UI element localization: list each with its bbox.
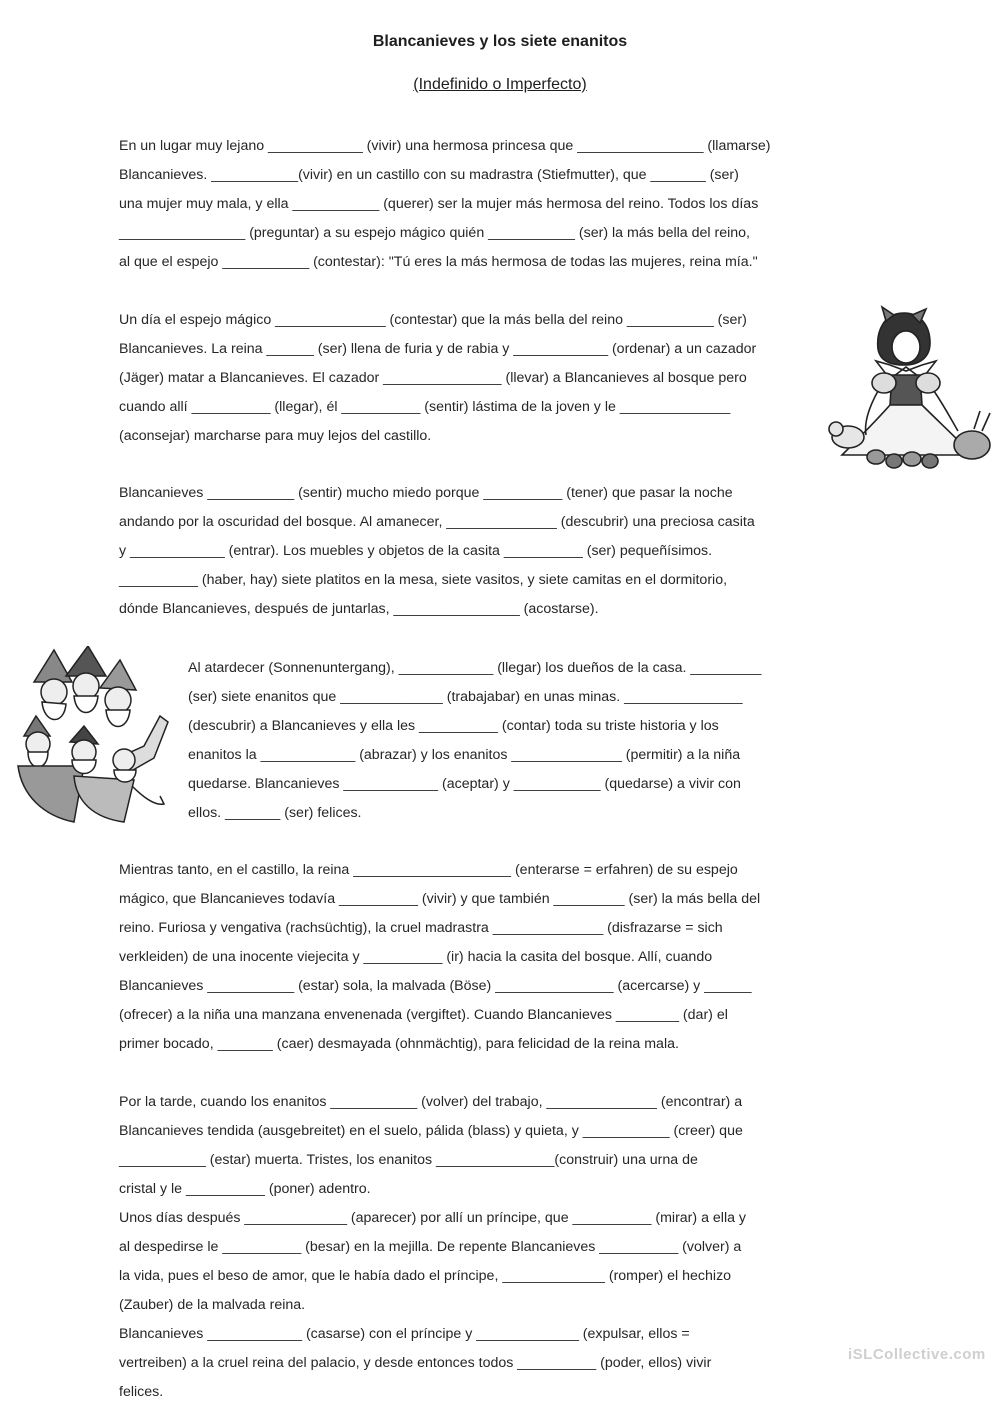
text-line: andando por la oscuridad del bosque. Al amanecer, ______________ (descubrir) una preciosa casita — [119, 514, 755, 530]
text-line: Al atardecer (Sonnenuntergang), ____________ (llegar) los dueños de la casa. _________ — [188, 660, 762, 676]
text-line: (aconsejar) marcharse para muy lejos del castillo. — [119, 428, 432, 444]
paragraph-3 — [119, 479, 879, 624]
text-line: Blancanieves ____________ (casarse) con el príncipe y _____________ (expulsar, ellos = — [119, 1326, 690, 1342]
text-line: una mujer muy mala, y ella ___________ (querer) ser la mujer más hermosa del reino. Todos los días — [119, 196, 759, 212]
text-line: Unos días después _____________ (aparecer) por allí un príncipe, que __________ (mirar) a ella y — [119, 1210, 747, 1226]
text-line: vertreiben) a la cruel reina del palacio, y desde entonces todos __________ (poder, ellos) vivir — [119, 1355, 712, 1371]
text-line: al que el espejo ___________ (contestar): "Tú eres la más hermosa de todas las mujeres, reina mía." — [119, 254, 758, 270]
text-line: En un lugar muy lejano ____________ (vivir) una hermosa princesa que ________________ (llamarse) — [119, 138, 771, 154]
text-line: mágico, que Blancanieves todavía __________ (vivir) y que también _________ (ser) la más bella del — [119, 891, 761, 907]
text-line: Por la tarde, cuando los enanitos ___________ (volver) del trabajo, ______________ (encontrar) a — [119, 1094, 743, 1110]
text-line: al despedirse le __________ (besar) en la mejilla. De repente Blancanieves __________ (volver) a — [119, 1239, 742, 1255]
worksheet-subtitle — [0, 76, 1000, 94]
paragraph-6 — [119, 1088, 879, 1407]
snow-white-illustration — [812, 305, 1000, 475]
text-line: Blancanieves tendida (ausgebreitet) en el suelo, pálida (blass) y quieta, y ___________ (creer) que — [119, 1123, 743, 1139]
text-line: y ____________ (entrar). Los muebles y objetos de la casita __________ (ser) pequeñísimos. — [119, 543, 713, 559]
subtitle-text: (Indefinido o Imperfecto) — [413, 76, 587, 93]
text-line: Mientras tanto, en el castillo, la reina ____________________ (enterarse = erfahren) de su espejo — [119, 862, 738, 878]
dwarfs-illustration — [14, 646, 174, 828]
text-line: primer bocado, _______ (caer) desmayada (ohnmächtig), para felicidad de la reina mala. — [119, 1036, 679, 1052]
text-line: enanitos la ____________ (abrazar) y los enanitos ______________ (permitir) a la niña — [188, 747, 741, 763]
worksheet-title: Blancanieves y los siete enanitos — [372, 33, 628, 50]
text-line: ___________ (estar) muerta. Tristes, los enanitos _______________(construir) una urna de — [119, 1152, 698, 1168]
text-line: verkleiden) de una inocente viejecita y __________ (ir) hacia la casita del bosque. Allí, cuando — [119, 949, 713, 965]
paragraph-4 — [188, 654, 878, 828]
text-line: cristal y le __________ (poner) adentro. — [119, 1181, 371, 1197]
text-line: Blancanieves ___________ (estar) sola, la malvada (Böse) _______________ (acercarse) y ______ — [119, 978, 752, 994]
text-line: Blancanieves ___________ (sentir) mucho miedo porque __________ (tener) que pasar la noche — [119, 485, 733, 501]
text-line: Un día el espejo mágico ______________ (contestar) que la más bella del reino ___________ (ser) — [119, 312, 747, 328]
text-line: cuando allí __________ (llegar), él __________ (sentir) lástima de la joven y le ______________ — [119, 399, 731, 415]
watermark: iSLCollective.com — [848, 1346, 986, 1363]
paragraph-5 — [119, 856, 879, 1059]
paragraph-2 — [119, 306, 879, 451]
text-line: (Jäger) matar a Blancanieves. El cazador _______________ (llevar) a Blancanieves al bosque pero — [119, 370, 747, 386]
text-line: (ser) siete enanitos que _____________ (trabajabar) en unas minas. _______________ — [188, 689, 743, 705]
text-line: ellos. _______ (ser) felices. — [188, 805, 362, 821]
text-line: la vida, pues el beso de amor, que le había dado el príncipe, _____________ (romper) el hechizo — [119, 1268, 732, 1284]
text-line: (ofrecer) a la niña una manzana envenenada (vergiftet). Cuando Blancanieves ________ (dar) el — [119, 1007, 728, 1023]
text-line: Blancanieves. ___________(vivir) en un castillo con su madrastra (Stiefmutter), que _______ (ser) — [119, 167, 739, 183]
text-line: __________ (haber, hay) siete platitos en la mesa, siete vasitos, y siete camitas en el dormitorio, — [119, 572, 728, 588]
text-line: (Zauber) de la malvada reina. — [119, 1297, 306, 1313]
text-line: quedarse. Blancanieves ____________ (aceptar) y ___________ (quedarse) a vivir con — [188, 776, 741, 792]
text-line: Blancanieves. La reina ______ (ser) llena de furia y de rabia y ____________ (ordenar) a un cazador — [119, 341, 757, 357]
text-line: ________________ (preguntar) a su espejo mágico quién ___________ (ser) la más bella del reino, — [119, 225, 750, 241]
text-line: dónde Blancanieves, después de juntarlas, ________________ (acostarse). — [119, 601, 599, 617]
paragraph-1 — [119, 132, 879, 277]
text-line: felices. — [119, 1384, 164, 1400]
text-line: (descubrir) a Blancanieves y ella les __________ (contar) toda su triste historia y los — [188, 718, 719, 734]
text-line: reino. Furiosa y vengativa (rachsüchtig), la cruel madrastra ______________ (disfrazarse = sich — [119, 920, 723, 936]
